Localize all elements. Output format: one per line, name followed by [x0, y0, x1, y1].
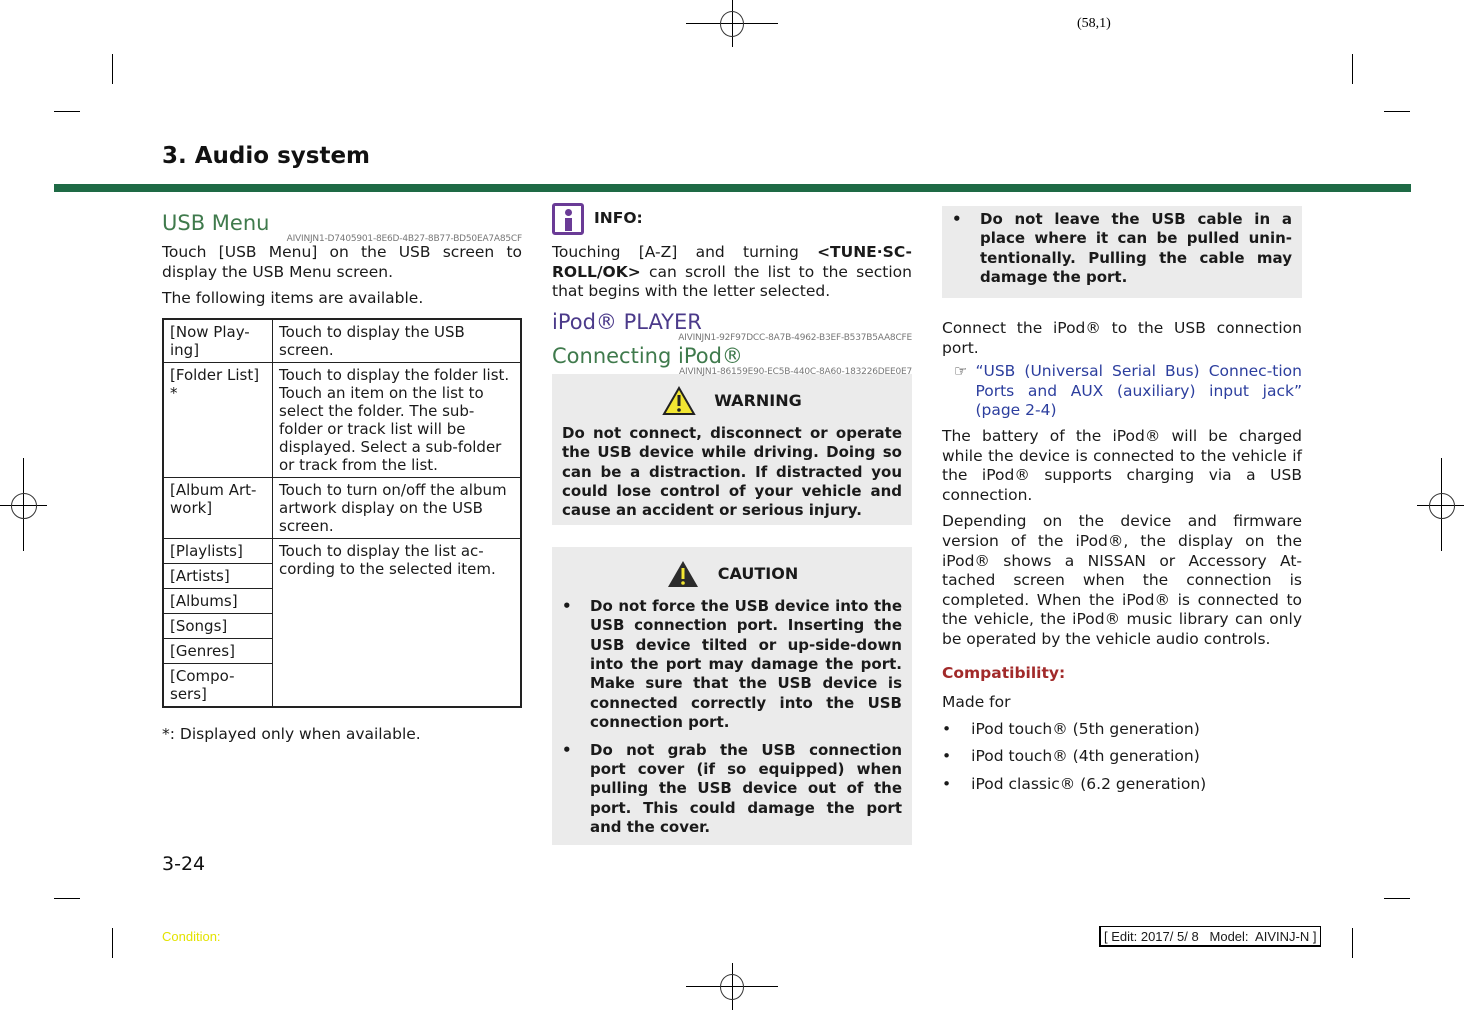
connecting-ipod-heading	[552, 343, 912, 377]
info-header	[552, 203, 912, 235]
caution-item-text: Do not grab the USB connection port cover (if so equipped) when pulling the USB device out of the port. This could damage the port and the cover.	[590, 740, 902, 837]
ipod-player-code: AIVINJN1-92F97DCC-8A7B-4962-B3EF-B537B5AA8CFE	[678, 332, 912, 343]
cross-reference[interactable]	[954, 362, 1302, 421]
info-text-pre: Touching [A-Z] and turning	[552, 243, 818, 261]
table-desc: Touch to display the USB screen.	[273, 319, 522, 363]
usb-menu-intro2: The following items are available.	[162, 289, 424, 308]
table-row	[163, 538, 521, 563]
caution-box	[552, 547, 912, 845]
bullet: •	[562, 740, 572, 759]
header-rule	[54, 184, 1411, 192]
table-key: [Playlists]	[163, 538, 273, 563]
usb-menu-table	[162, 318, 522, 708]
table-row	[163, 477, 521, 538]
depending-text: Depending on the device and firmware version of the iPod®, the display on the iPod® shows a NISSAN or Accessory At-tached screen when the connection is completed. When the iPod® is connected to the vehicle, the iPod® music library can only be operated by the vehicle audio controls.	[942, 512, 1302, 648]
table-key: [Compo-sers]	[163, 663, 273, 707]
table-desc: Touch to display the folder list. Touch an item on the list to select the folder. The sub-folder or track list will be displayed. Select a sub-folder or track from the list.	[273, 362, 522, 477]
table-desc: Touch to turn on/off the album artwork display on the USB screen.	[273, 477, 522, 538]
caution-item	[562, 741, 902, 838]
caution-header	[562, 559, 902, 589]
caution-label: CAUTION	[717, 563, 799, 583]
device-list	[942, 720, 1302, 795]
bullet: •	[942, 747, 952, 766]
right-column	[942, 206, 1302, 802]
connect-text: Connect the iPod® to the USB connection port.	[942, 319, 1302, 357]
bullet: •	[562, 596, 572, 615]
battery-text: The battery of the iPod® will be charged while the device is connected to the vehicle if the iPod® supports charging via a USB connection.	[942, 426, 1302, 504]
compatibility-heading: Compatibility:	[942, 663, 1066, 682]
warning-header	[562, 386, 902, 416]
ipod-player-heading	[552, 309, 912, 343]
usb-menu-heading	[162, 211, 522, 244]
usb-menu-title: USB Menu	[162, 211, 270, 235]
usb-menu-code: AIVINJN1-D7405901-8E6D-4B27-8B77-BD50EA7A85CF	[286, 234, 522, 244]
list-item	[942, 775, 1302, 795]
bullet: •	[942, 719, 952, 738]
table-key: [Now Play-ing]	[163, 319, 273, 363]
caution-list	[562, 597, 902, 838]
list-item	[942, 720, 1302, 740]
knob-name: <TUNE·SC-ROLL/OK>	[552, 243, 912, 281]
caution-item-text: Do not force the USB device into the USB connection port. Inserting the USB device tilted or up-side-down into the port may damage the port. Make sure that the USB device is connected correctly into the USB connection port.	[590, 596, 902, 732]
warning-text: Do not connect, disconnect or operate the USB device while driving. Doing so can be a distraction. If distracted you could lose control of your vehicle and cause an accident or serious injury.	[562, 423, 902, 520]
footnote: *: Displayed only when available.	[162, 724, 421, 743]
caution-item	[952, 210, 1292, 288]
device-name: iPod touch® (4th generation)	[971, 747, 1200, 766]
page-code: (58,1)	[1077, 16, 1111, 31]
table-key: [Artists]	[163, 563, 273, 588]
pointing-hand-icon: ☞	[954, 362, 968, 381]
chapter-title: 3. Audio system	[162, 143, 371, 169]
table-key: [Folder List] *	[163, 362, 273, 477]
bullet: •	[952, 210, 962, 228]
info-label: INFO:	[594, 209, 643, 228]
warning-label: WARNING	[714, 390, 802, 410]
list-item	[942, 747, 1302, 767]
table-key: [Albums]	[163, 588, 273, 613]
caution-item-text: Do not leave the USB cable in a place where it can be pulled unin-tentionally. Pulling the cable may damage the port.	[980, 210, 1292, 287]
made-for-text: Made for	[942, 693, 1011, 712]
bullet: •	[942, 774, 952, 793]
info-text-post: can scroll the list to the section that begins with the letter selected.	[552, 262, 912, 301]
condition-label: Condition:	[162, 929, 221, 944]
table-row	[163, 362, 521, 477]
caution-list-continued	[952, 210, 1292, 288]
table-key: [Songs]	[163, 613, 273, 638]
caution-box-continued	[942, 206, 1302, 298]
edit-info: [ Edit: 2017/ 5/ 8 Model: AIVINJ-N ]	[1099, 926, 1321, 947]
page-number: 3-24	[162, 853, 206, 875]
info-text	[552, 243, 912, 302]
usb-menu-intro: Touch [USB Menu] on the USB screen to display the USB Menu screen.	[162, 243, 522, 281]
table-desc: Touch to display the list ac-cording to the selected item.	[273, 538, 522, 707]
cross-reference-link[interactable]: “USB (Universal Serial Bus) Connec-tion Ports and AUX (auxiliary) input jack” (page 2-4)	[975, 362, 1302, 420]
ipod-player-title: iPod® PLAYER	[552, 309, 702, 334]
middle-column	[552, 203, 912, 845]
info-icon	[552, 203, 584, 235]
connecting-ipod-title: Connecting iPod®	[552, 343, 743, 368]
warning-triangle-icon	[662, 386, 696, 416]
caution-item	[562, 597, 902, 733]
connecting-ipod-code: AIVINJN1-86159E90-EC5B-440C-8A60-183226DEE0E7	[679, 366, 912, 377]
device-name: iPod classic® (6.2 generation)	[971, 774, 1207, 793]
table-key: [Album Art-work]	[163, 477, 273, 538]
warning-box	[552, 374, 912, 525]
left-column	[162, 211, 522, 751]
table-row	[163, 319, 521, 363]
caution-triangle-icon	[666, 559, 700, 589]
device-name: iPod touch® (5th generation)	[971, 719, 1200, 738]
table-key: [Genres]	[163, 638, 273, 663]
